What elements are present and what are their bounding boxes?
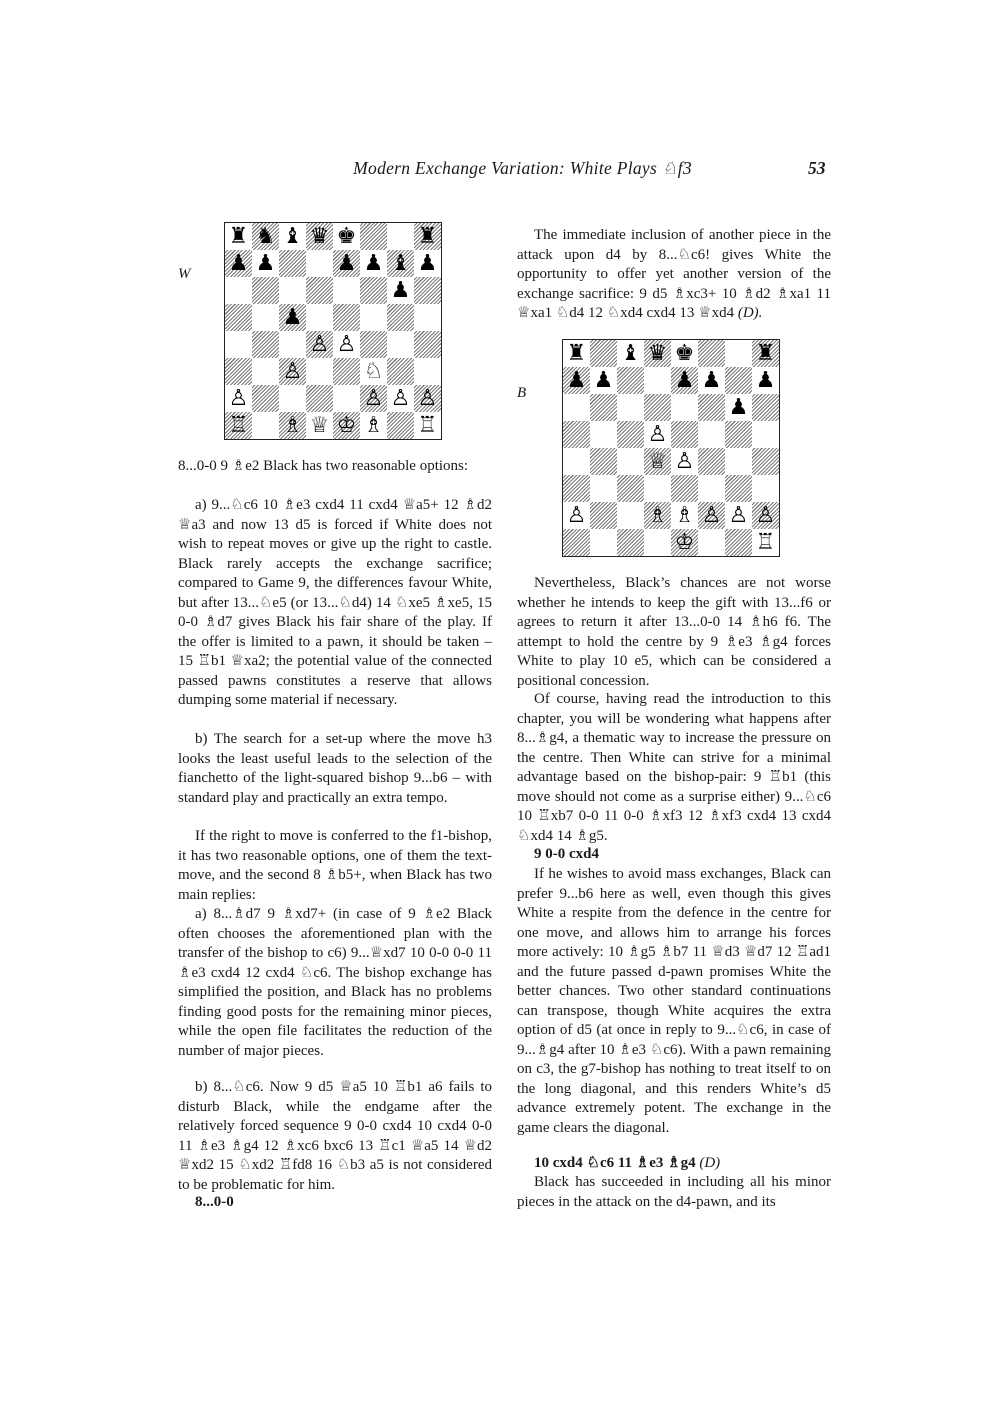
square-b6 bbox=[590, 394, 617, 421]
chess-piece: ♙ bbox=[674, 449, 695, 474]
square-g7 bbox=[725, 367, 752, 394]
square-e5 bbox=[333, 304, 360, 331]
paragraph: Black has succeeded in including all his minor pieces in the attack on the d4-pawn, and its bbox=[517, 1174, 831, 1210]
square-g5 bbox=[725, 421, 752, 448]
chess-piece: ♛ bbox=[309, 224, 330, 249]
square-h4 bbox=[752, 448, 779, 475]
paragraph: Of course, having read the introduction to this chapter, you will be wondering what happens after 8...♗g4, a thematic way to increase the pressure on the centre. Then White can strive for a minimal advantage based on the bishop-pair: 9 ♖b1 (this move should not come as a surprise either) 9...♘c6 10 ♖xb7 0-0 11 0-0 ♗xf3 12 ♗xf3 cxd4 13 cxd4 ♘xd4 14 ♗g5. bbox=[517, 691, 831, 844]
page-number: 53 bbox=[808, 158, 826, 178]
chess-piece: ♟ bbox=[363, 251, 384, 276]
square-a5 bbox=[225, 304, 252, 331]
chess-piece: ♚ bbox=[674, 341, 695, 366]
square-b4 bbox=[590, 448, 617, 475]
square-g4 bbox=[387, 331, 414, 358]
square-h6 bbox=[414, 277, 441, 304]
square-f4 bbox=[698, 448, 725, 475]
chess-piece: ♘ bbox=[363, 359, 384, 384]
chess-piece: ♗ bbox=[363, 413, 384, 438]
chess-piece: ♖ bbox=[228, 413, 249, 438]
square-h4 bbox=[414, 331, 441, 358]
square-c5 bbox=[617, 421, 644, 448]
chess-piece: ♙ bbox=[701, 503, 722, 528]
square-g1 bbox=[725, 529, 752, 556]
square-h5 bbox=[752, 421, 779, 448]
square-h5 bbox=[414, 304, 441, 331]
square-d6 bbox=[644, 394, 671, 421]
square-d7 bbox=[644, 367, 671, 394]
chess-piece: ♟ bbox=[390, 278, 411, 303]
paragraph: a) 9...♘c6 10 ♗e3 cxd4 11 cxd4 ♕a5+ 12 ♗d2 ♕a3 and now 13 d5 is forced if White does not wish to repeat moves or give up the right to castle. Black rarely accepts the exchange sacrifice; compared to Game 9, the differences favour White, but after 13...♘e5 (or 13...♘d4) 14 ♘xe5 ♗xe5, 15 0-0 ♗d7 gives Black his fair share of the play. If the offer is limited to a pawn, it should be taken – 15 ♖b1 ♕xa2; the potential value of the connected passed pawns constitutes a reserve that allows dumping some material if necessary. bbox=[178, 497, 492, 708]
square-c4 bbox=[617, 448, 644, 475]
square-c3 bbox=[617, 475, 644, 502]
chess-piece: ♔ bbox=[336, 413, 357, 438]
chess-piece: ♞ bbox=[255, 224, 276, 249]
diagram2-chessboard bbox=[562, 339, 780, 557]
square-c6 bbox=[279, 277, 306, 304]
diagram2-side-to-move: B bbox=[517, 385, 527, 401]
chess-piece: ♙ bbox=[417, 386, 438, 411]
square-c1 bbox=[617, 529, 644, 556]
square-e5 bbox=[671, 421, 698, 448]
square-b1 bbox=[590, 529, 617, 556]
square-g8 bbox=[725, 340, 752, 367]
chess-piece: ♙ bbox=[566, 503, 587, 528]
chess-piece: ♗ bbox=[647, 503, 668, 528]
square-b2 bbox=[590, 502, 617, 529]
chess-piece: ♙ bbox=[282, 359, 303, 384]
square-f8 bbox=[360, 223, 387, 250]
chess-piece: ♟ bbox=[674, 368, 695, 393]
square-c4 bbox=[279, 331, 306, 358]
chess-piece: ♙ bbox=[336, 332, 357, 357]
square-a5 bbox=[563, 421, 590, 448]
chess-piece: ♙ bbox=[647, 422, 668, 447]
square-g4 bbox=[725, 448, 752, 475]
square-f6 bbox=[698, 394, 725, 421]
square-b5 bbox=[590, 421, 617, 448]
move-heading: 9 0-0 cxd4 bbox=[534, 846, 599, 862]
square-g8 bbox=[387, 223, 414, 250]
chess-piece: ♛ bbox=[647, 341, 668, 366]
chess-piece: ♕ bbox=[309, 413, 330, 438]
move-heading: 8...0-0 bbox=[195, 1194, 234, 1210]
chess-piece: ♟ bbox=[701, 368, 722, 393]
chess-piece: ♟ bbox=[755, 368, 776, 393]
square-f5 bbox=[360, 304, 387, 331]
chess-piece: ♙ bbox=[363, 386, 384, 411]
square-e6 bbox=[671, 394, 698, 421]
square-a4 bbox=[225, 331, 252, 358]
square-f5 bbox=[698, 421, 725, 448]
square-h3 bbox=[414, 358, 441, 385]
chess-piece: ♟ bbox=[593, 368, 614, 393]
chess-piece: ♗ bbox=[282, 413, 303, 438]
square-b5 bbox=[252, 304, 279, 331]
chess-piece: ♟ bbox=[566, 368, 587, 393]
chess-piece: ♔ bbox=[674, 530, 695, 555]
square-g1 bbox=[387, 412, 414, 439]
square-c6 bbox=[617, 394, 644, 421]
chess-piece: ♟ bbox=[336, 251, 357, 276]
chess-piece: ♝ bbox=[390, 251, 411, 276]
square-e3 bbox=[333, 358, 360, 385]
square-c2 bbox=[279, 385, 306, 412]
paragraph: Nevertheless, Black’s chances are not worse whether he intends to keep the gift with 13...f6 or agrees to return it after 13...0-0 14 ♗h6 f6. The attempt to hold the centre by 9 ♗e3 ♗g4 forces White to play 10 e5, which can be considered a positional concession. bbox=[517, 575, 831, 689]
square-f3 bbox=[698, 475, 725, 502]
page-header bbox=[0, 158, 1000, 184]
square-a4 bbox=[563, 448, 590, 475]
square-f1 bbox=[698, 529, 725, 556]
square-a1 bbox=[563, 529, 590, 556]
chess-piece: ♜ bbox=[566, 341, 587, 366]
square-g3 bbox=[725, 475, 752, 502]
chess-piece: ♙ bbox=[728, 503, 749, 528]
move-text: 10 cxd4 ♘c6 11 ♗e3 ♗g4 bbox=[534, 1155, 696, 1171]
chess-piece: ♖ bbox=[755, 530, 776, 555]
running-head: Modern Exchange Variation: White Plays ♘f3 bbox=[353, 158, 692, 178]
chess-piece: ♝ bbox=[282, 224, 303, 249]
paragraph: b) 8...♘c6. Now 9 d5 ♕a5 10 ♖b1 a6 fails to disturb Black, while the endgame after the relatively forced sequence 9 0-0 cxd4 10 cxd4 0-0 11 ♗e3 ♗g4 12 ♗xc6 bxc6 13 ♖c1 ♕a5 14 ♕d2 ♕xd2 15 ♘xd2 ♖fd8 16 ♘b3 a5 is not considered to be problematic for him. bbox=[178, 1079, 492, 1193]
square-a3 bbox=[563, 475, 590, 502]
square-c7 bbox=[617, 367, 644, 394]
chess-piece: ♟ bbox=[728, 395, 749, 420]
paragraph: If he wishes to avoid mass exchanges, Black can prefer 9...b6 here as well, even though this gives White a respite from the defence in the centre for one move, and allows him to arrange his forces more actively: 10 ♗g5 ♗b7 11 ♕d3 ♕d7 12 ♖ad1 and the future passed d-pawn promises White the better chances. Two other standard continuations can transpose, though White acquires the extra option of d5 (at once in reply to 9...♘c6, in case of 9...♗g4 after 10 ♗e3 ♘c6). With a pawn remaining on c3, the g7-bishop has nothing to treat itself to on the long diagonal, and this renders White’s d5 advance extremely potent. The exchange in the game clears the diagonal. bbox=[517, 866, 831, 1136]
paragraph: If the right to move is conferred to the f1-bishop, it has two reasonable options, one of them the text-move, and the second 8 ♗b5+, when Black has two main replies: bbox=[178, 828, 492, 903]
chess-piece: ♚ bbox=[336, 224, 357, 249]
chess-piece: ♕ bbox=[647, 449, 668, 474]
diagram-ref: (D). bbox=[737, 305, 763, 321]
square-b2 bbox=[252, 385, 279, 412]
square-b6 bbox=[252, 277, 279, 304]
paragraph bbox=[517, 226, 831, 324]
paragraph: b) The search for a set-up where the move h3 looks the least useful leads to the selection of the fianchetto of the light-squared bishop 9...b6 – with standard play and practically an extra tempo. bbox=[178, 731, 492, 806]
chess-piece: ♖ bbox=[417, 413, 438, 438]
square-d3 bbox=[644, 475, 671, 502]
square-d2 bbox=[306, 385, 333, 412]
diagram-ref: (D) bbox=[699, 1155, 721, 1171]
square-d3 bbox=[306, 358, 333, 385]
square-a6 bbox=[563, 394, 590, 421]
square-b8 bbox=[590, 340, 617, 367]
diagram1-side-to-move: W bbox=[178, 266, 191, 282]
chess-piece: ♜ bbox=[417, 224, 438, 249]
chess-piece: ♟ bbox=[228, 251, 249, 276]
square-f8 bbox=[698, 340, 725, 367]
square-g5 bbox=[387, 304, 414, 331]
chess-piece: ♟ bbox=[417, 251, 438, 276]
square-b1 bbox=[252, 412, 279, 439]
square-h6 bbox=[752, 394, 779, 421]
square-e3 bbox=[671, 475, 698, 502]
chess-piece: ♟ bbox=[282, 305, 303, 330]
chess-piece: ♝ bbox=[620, 341, 641, 366]
square-d7 bbox=[306, 250, 333, 277]
square-d6 bbox=[306, 277, 333, 304]
square-e6 bbox=[333, 277, 360, 304]
paragraph: a) 8...♗d7 9 ♗xd7+ (in case of 9 ♗e2 Black often chooses the aforementioned plan with the transfer of the bishop to c6) 9...♕xd7 10 0-0 0-0 11 ♗e3 cxd4 12 cxd4 ♘c6. The bishop exchange has simplified the position, and Black has no problems finding good posts for the remaining minor pieces, while the open file facilitates the reduction of the number of major pieces. bbox=[178, 906, 492, 1059]
move-heading bbox=[517, 1154, 831, 1174]
chess-piece: ♙ bbox=[309, 332, 330, 357]
square-d1 bbox=[644, 529, 671, 556]
square-h3 bbox=[752, 475, 779, 502]
square-f6 bbox=[360, 277, 387, 304]
chess-piece: ♗ bbox=[674, 503, 695, 528]
square-b3 bbox=[252, 358, 279, 385]
square-d5 bbox=[306, 304, 333, 331]
square-e2 bbox=[333, 385, 360, 412]
square-b3 bbox=[590, 475, 617, 502]
chess-piece: ♙ bbox=[228, 386, 249, 411]
chess-piece: ♜ bbox=[228, 224, 249, 249]
chess-piece: ♙ bbox=[390, 386, 411, 411]
paragraph: 8...0-0 9 ♗e2 Black has two reasonable options: bbox=[178, 458, 469, 474]
chess-piece: ♜ bbox=[755, 341, 776, 366]
chess-piece: ♙ bbox=[755, 503, 776, 528]
square-a3 bbox=[225, 358, 252, 385]
square-c7 bbox=[279, 250, 306, 277]
square-b4 bbox=[252, 331, 279, 358]
square-c2 bbox=[617, 502, 644, 529]
diagram1-chessboard bbox=[224, 222, 442, 440]
square-f4 bbox=[360, 331, 387, 358]
square-a6 bbox=[225, 277, 252, 304]
chess-piece: ♟ bbox=[255, 251, 276, 276]
square-g3 bbox=[387, 358, 414, 385]
paragraph-text: The immediate inclusion of another piece in the attack upon d4 by 8...♘c6! gives White the opportunity to offer yet another version of the exchange sacrifice: 9 d5 ♗xc3+ 10 ♗d2 ♗xa1 11 ♕xa1 ♘d4 12 ♘xd4 cxd4 13 ♕xd4 bbox=[517, 227, 831, 321]
